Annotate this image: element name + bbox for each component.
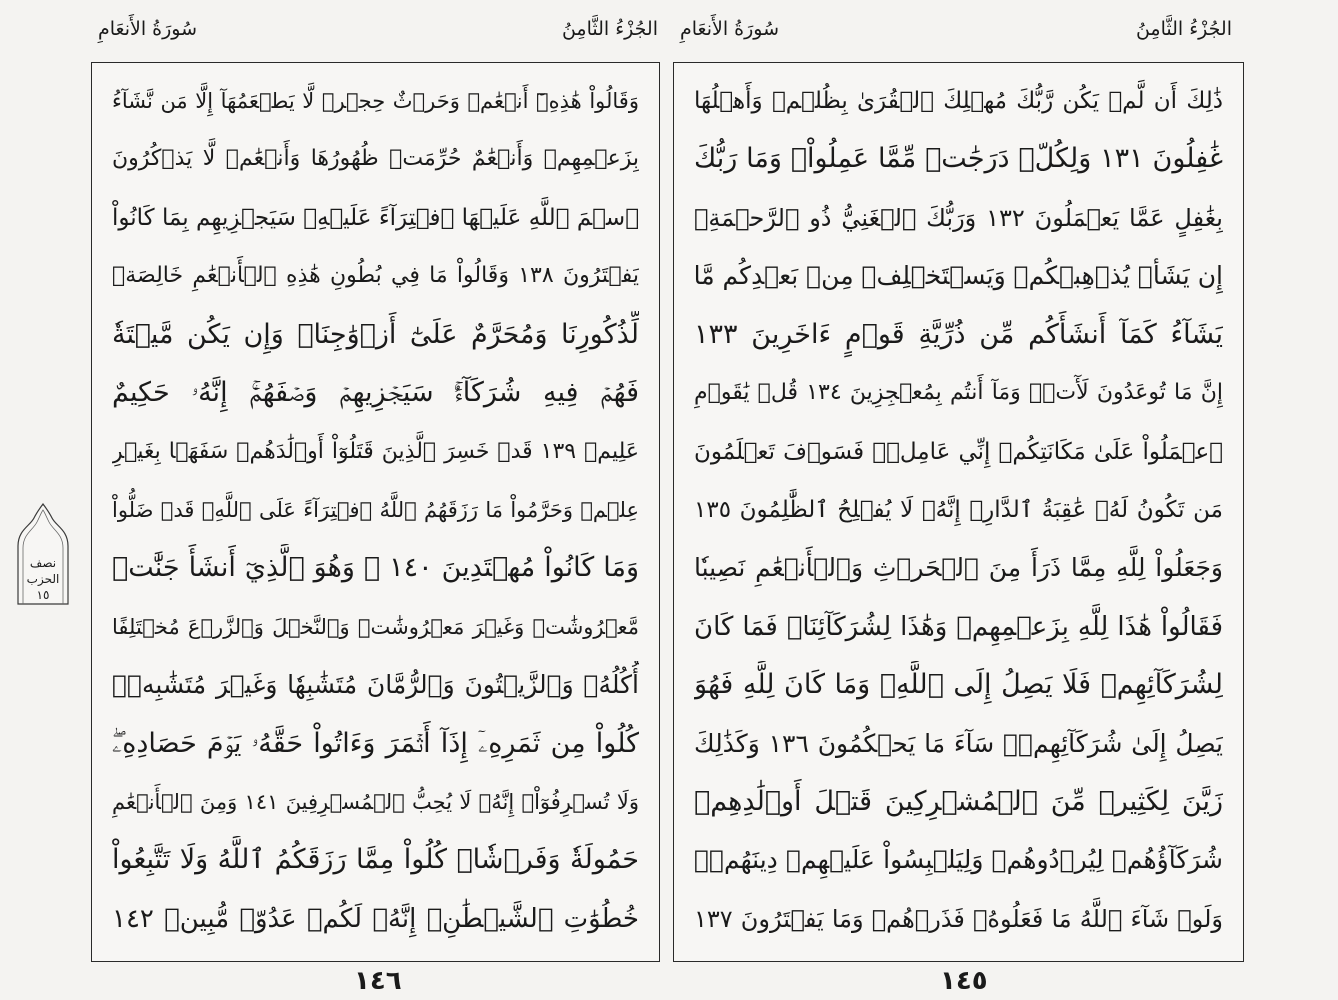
verse-line: يَشَآءُ كَمَآ أَنشَأَكُم مِّن ذُرِّيَّةِ قَوۡمٍ ءَاخَرِينَ ١٣٣ bbox=[694, 318, 1223, 350]
verse-line: لِشُرَكَآئِهِمۡ فَلَا يَصِلُ إِلَى ٱللَّهِۖ وَمَا كَانَ لِلَّهِ فَهُوَ bbox=[694, 669, 1223, 701]
hizb-number: ١٥ bbox=[36, 588, 50, 602]
verse-line: مَن تَكُونُ لَهُۥ عَٰقِبَةُ ٱلدَّارِۚ إِنَّهُۥ لَا يُفۡلِحُ ٱلظَّٰلِمُونَ ١٣٥ bbox=[694, 496, 1223, 523]
hizb-label-half: نصف bbox=[29, 556, 57, 570]
verse-line: ٱسۡمَ ٱللَّهِ عَلَيۡهَا ٱفۡتِرَآءً عَلَيۡهِۚ سَيَجۡزِيهِم بِمَا كَانُواْ bbox=[112, 204, 639, 231]
verse-line: بِزَعۡمِهِمۡ وَأَنۡعَٰمٌ حُرِّمَتۡ ظُهُورُهَا وَأَنۡعَٰمٞ لَّا يَذۡكُرُونَ bbox=[112, 146, 639, 172]
right-page bbox=[673, 62, 1244, 962]
verse-line: وَقَالُواْ هَٰذِهِۦٓ أَنۡعَٰمٞ وَحَرۡثٌ حِجۡرٞ لَّا يَطۡعَمُهَآ إِلَّا مَن نَّشَآءُ bbox=[112, 89, 639, 113]
verse-line: إِن يَشَأۡ يُذۡهِبۡكُمۡ وَيَسۡتَخۡلِفۡ مِنۢ بَعۡدِكُم مَّا bbox=[694, 261, 1223, 291]
left-page-lines bbox=[112, 77, 639, 947]
verse-line: لِّذُكُورِنَا وَمُحَرَّمٌ عَلَىٰٓ أَزۡوَٰجِنَاۖ وَإِن يَكُن مَّيۡتَةٗ bbox=[112, 318, 639, 350]
verse-line: فَقَالُواْ هَٰذَا لِلَّهِ بِزَعۡمِهِمۡ وَهَٰذَا لِشُرَكَآئِنَاۖ فَمَا كَانَ bbox=[694, 611, 1223, 642]
verse-line: فَهُمۡ فِيهِ شُرَكَآءُۚ سَيَجۡزِيهِمۡ وَصۡفَهُمۡۚ إِنَّهُۥ حَكِيمٌ bbox=[112, 377, 639, 409]
verse-line: وَمَا كَانُواْ مُهۡتَدِينَ ١٤٠ ۞ وَهُوَ ٱلَّذِيٓ أَنشَأَ جَنَّٰتٖ bbox=[112, 552, 639, 584]
verse-line: إِنَّ مَا تُوعَدُونَ لَأٓتٖۖ وَمَآ أَنتُم بِمُعۡجِزِينَ ١٣٤ قُلۡ يَٰقَوۡمِ bbox=[694, 380, 1223, 406]
verse-line: كُلُواْ مِن ثَمَرِهِۦٓ إِذَآ أَثۡمَرَ وَءَاتُواْ حَقَّهُۥ يَوۡمَ حَصَادِهِۦۖ bbox=[112, 727, 639, 759]
verse-line: يَفۡتَرُونَ ١٣٨ وَقَالُواْ مَا فِي بُطُونِ هَٰذِهِ ٱلۡأَنۡعَٰمِ خَالِصَةٞ bbox=[112, 263, 639, 289]
verse-line: حَمُولَةٗ وَفَرۡشٗاۚ كُلُواْ مِمَّا رَزَقَكُمُ ٱللَّهُ وَلَا تَتَّبِعُواْ bbox=[112, 844, 639, 876]
verse-line: ذَٰلِكَ أَن لَّمۡ يَكُن رَّبُّكَ مُهۡلِكَ ٱلۡقُرَىٰ بِظُلۡمٖ وَأَهۡلُهَا bbox=[694, 88, 1223, 114]
verse-line: وَلَا تُسۡرِفُوٓاْۚ إِنَّهُۥ لَا يُحِبُّ ٱلۡمُسۡرِفِينَ ١٤١ وَمِنَ ٱلۡأَنۡعَٰمِ bbox=[112, 790, 639, 815]
verse-line: يَصِلُ إِلَىٰ شُرَكَآئِهِمۡۗ سَآءَ مَا يَحۡكُمُونَ ١٣٦ وَكَذَٰلِكَ bbox=[694, 728, 1223, 758]
verse-line: مَّعۡرُوشَٰتٖ وَغَيۡرَ مَعۡرُوشَٰتٖ وَٱلنَّخۡلَ وَٱلزَّرۡعَ مُخۡتَلِفًا bbox=[112, 614, 639, 639]
left-page-number: ١٤٦ bbox=[354, 966, 402, 996]
right-surah-label: سُورَةُ الأَنعَامِ bbox=[680, 18, 780, 40]
verse-line: زَيَّنَ لِكَثِيرٖ مِّنَ ٱلۡمُشۡرِكِينَ قَتۡلَ أَوۡلَٰدِهِمۡ bbox=[694, 786, 1223, 818]
hizb-label-hizb: الحزب bbox=[26, 572, 60, 586]
right-juz-label: الجُزْءُ الثَّامِنُ bbox=[1135, 18, 1232, 40]
verse-line: عِلۡمٖ وَحَرَّمُواْ مَا رَزَقَهُمُ ٱللَّهُ ٱفۡتِرَآءً عَلَى ٱللَّهِۚ قَدۡ ضَلُّواْ bbox=[112, 497, 639, 522]
right-page-lines bbox=[694, 77, 1223, 947]
hizb-marker bbox=[10, 500, 76, 608]
verse-line: وَلَوۡ شَآءَ ٱللَّهُ مَا فَعَلُوهُۖ فَذَرۡهُمۡ وَمَا يَفۡتَرُونَ ١٣٧ bbox=[694, 904, 1223, 933]
verse-line: غَٰفِلُونَ ١٣١ وَلِكُلّٖ دَرَجَٰتٞ مِّمَّا عَمِلُواْۚ وَمَا رَبُّكَ bbox=[694, 143, 1223, 175]
verse-line: عَلِيمٞ ١٣٩ قَدۡ خَسِرَ ٱلَّذِينَ قَتَلُوٓاْ أَوۡلَٰدَهُمۡ سَفَهَۢا بِغَيۡرِ bbox=[112, 438, 639, 464]
verse-line: ٱعۡمَلُواْ عَلَىٰ مَكَانَتِكُمۡ إِنِّي عَامِلٞۖ فَسَوۡفَ تَعۡلَمُونَ bbox=[694, 438, 1223, 465]
verse-line: خُطُوَٰتِ ٱلشَّيۡطَٰنِۚ إِنَّهُۥ لَكُمۡ عَدُوّٞ مُّبِينٞ ١٤٢ bbox=[112, 903, 639, 934]
verse-line: وَجَعَلُواْ لِلَّهِ مِمَّا ذَرَأَ مِنَ ٱلۡحَرۡثِ وَٱلۡأَنۡعَٰمِ نَصِيبٗا bbox=[694, 553, 1223, 583]
verse-line: بِغَٰفِلٍ عَمَّا يَعۡمَلُونَ ١٣٢ وَرَبُّكَ ٱلۡغَنِيُّ ذُو ٱلرَّحۡمَةِۚ bbox=[694, 203, 1223, 232]
verse-line: أُكُلُهُۥ وَٱلزَّيۡتُونَ وَٱلرُّمَّانَ مُتَشَٰبِهٗا وَغَيۡرَ مُتَشَٰبِهٖۚ bbox=[112, 670, 639, 700]
right-page-number: ١٤٥ bbox=[940, 966, 988, 996]
left-surah-label: سُورَةُ الأَنعَامِ bbox=[98, 18, 198, 40]
verse-line: شُرَكَآؤُهُمۡ لِيُرۡدُوهُمۡ وَلِيَلۡبِسُواْ عَلَيۡهِمۡ دِينَهُمۡۖ bbox=[694, 845, 1223, 875]
left-juz-label: الجُزْءُ الثَّامِنُ bbox=[561, 18, 658, 40]
left-page bbox=[91, 62, 660, 962]
